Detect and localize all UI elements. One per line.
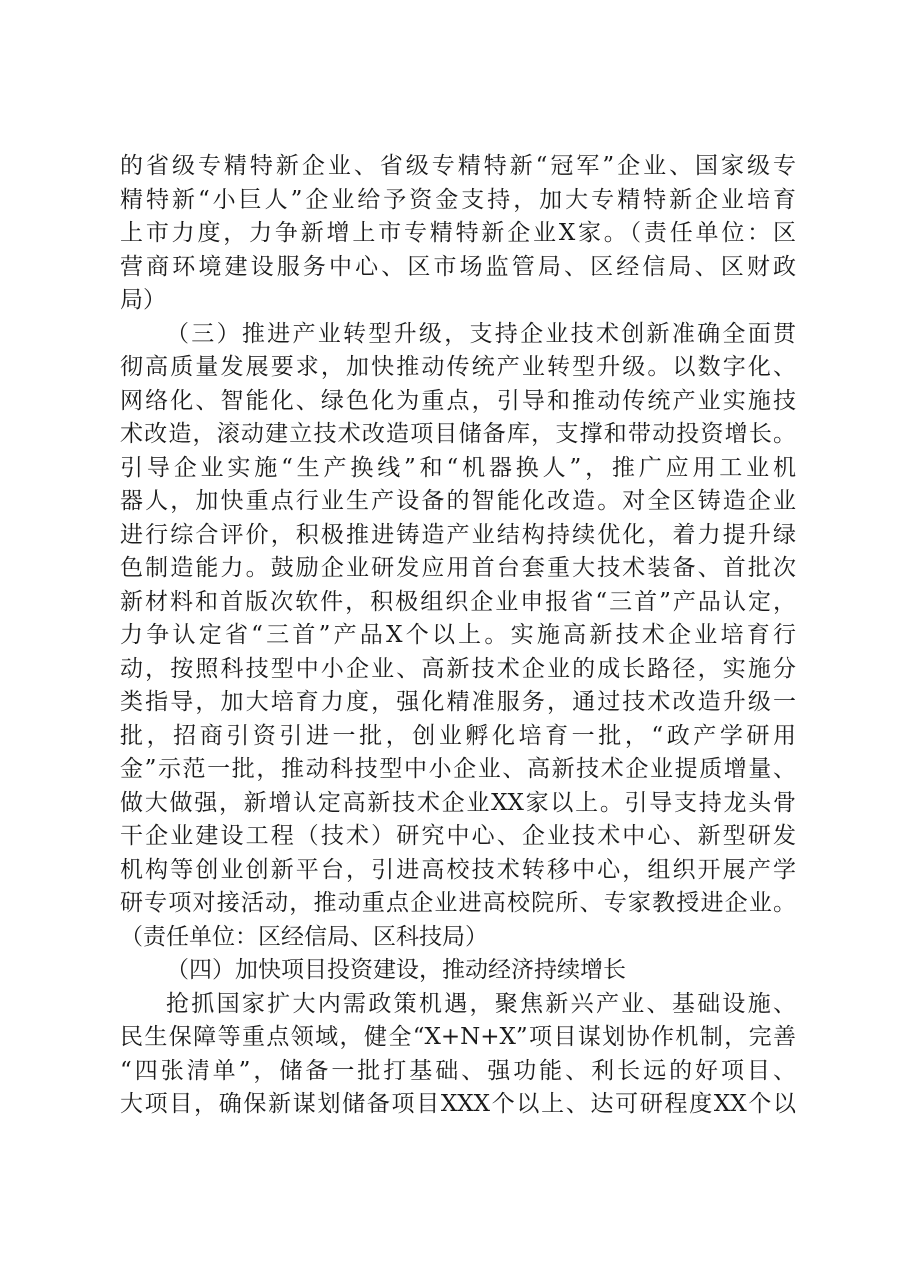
- paragraph-start-line: （四）加快项目投资建设，推动经济持续增长: [166, 957, 626, 983]
- text-line: 进行综合评价，积极推进铸造产业结构持续优化，着力提升绿: [120, 521, 796, 548]
- text-line: “四张清单”，储备一批打基础、强功能、利长远的好项目、: [120, 1057, 796, 1084]
- text-line: 色制造能力。鼓励企业研发应用首台套重大技术装备、首批次: [120, 555, 796, 581]
- text-line: 营商环境建设服务中心、区市场监管局、区经信局、区财政: [120, 253, 796, 280]
- text-line: 的省级专精特新企业、省级专精特新“冠军”企业、国家级专: [120, 153, 796, 179]
- text-line: 研专项对接活动，推动重点企业进高校院所、专家教授进企业。: [120, 890, 796, 916]
- text-line: 做大做强，新增认定高新技术企业XX家以上。引导支持龙头骨: [120, 789, 796, 816]
- text-line: 器人，加快重点行业生产设备的智能化改造。对全区铸造企业: [120, 488, 796, 514]
- text-line: 干企业建设工程（技术）研究中心、企业技术中心、新型研发: [120, 823, 796, 849]
- text-line: 精特新“小巨人”企业给予资金支持，加大专精特新企业培育: [120, 186, 796, 213]
- text-line: 引导企业实施“生产换线”和“机器换人”，推广应用工业机: [120, 454, 796, 481]
- text-line: 新材料和首版次软件，积极组织企业申报省“三首”产品认定，: [120, 588, 796, 615]
- text-line: 力争认定省“三首”产品X个以上。实施高新技术企业培育行: [120, 622, 796, 648]
- paragraph-start-line: 抢抓国家扩大内需政策机遇，聚焦新兴产业、基础设施、: [166, 990, 796, 1017]
- text-line: 大项目，确保新谋划储备项目XXX个以上、达可研程度XX个以: [120, 1091, 796, 1117]
- text-line: 民生保障等重点领域，健全“X+N+X”项目谋划协作机制，完善: [120, 1024, 796, 1050]
- document-body: [120, 150, 796, 1122]
- text-line: 金”示范一批，推动科技型中小企业、高新技术企业提质增量、: [120, 756, 796, 782]
- text-line: （责任单位：区经信局、区科技局）: [120, 923, 488, 950]
- text-line: 动，按照科技型中小企业、高新技术企业的成长路径，实施分: [120, 655, 796, 682]
- text-line: 上市力度，力争新增上市专精特新企业X家。（责任单位：区: [120, 220, 796, 246]
- text-line: 局）: [120, 287, 166, 313]
- text-line: 机构等创业创新平台，引进高校技术转移中心，组织开展产学: [120, 856, 796, 883]
- text-line: 网络化、智能化、绿色化为重点，引导和推动传统产业实施技: [120, 387, 796, 414]
- text-line: 彻高质量发展要求，加快推动传统产业转型升级。以数字化、: [120, 354, 796, 380]
- text-line: 术改造，滚动建立技术改造项目储备库，支撑和带动投资增长。: [120, 421, 796, 447]
- paragraph-start-line: （三）推进产业转型升级，支持企业技术创新准确全面贯: [166, 320, 796, 347]
- text-line: 类指导，加大培育力度，强化精准服务，通过技术改造升级一: [120, 689, 796, 715]
- text-line: 批，招商引资引进一批，创业孵化培育一批，“政产学研用: [120, 722, 796, 749]
